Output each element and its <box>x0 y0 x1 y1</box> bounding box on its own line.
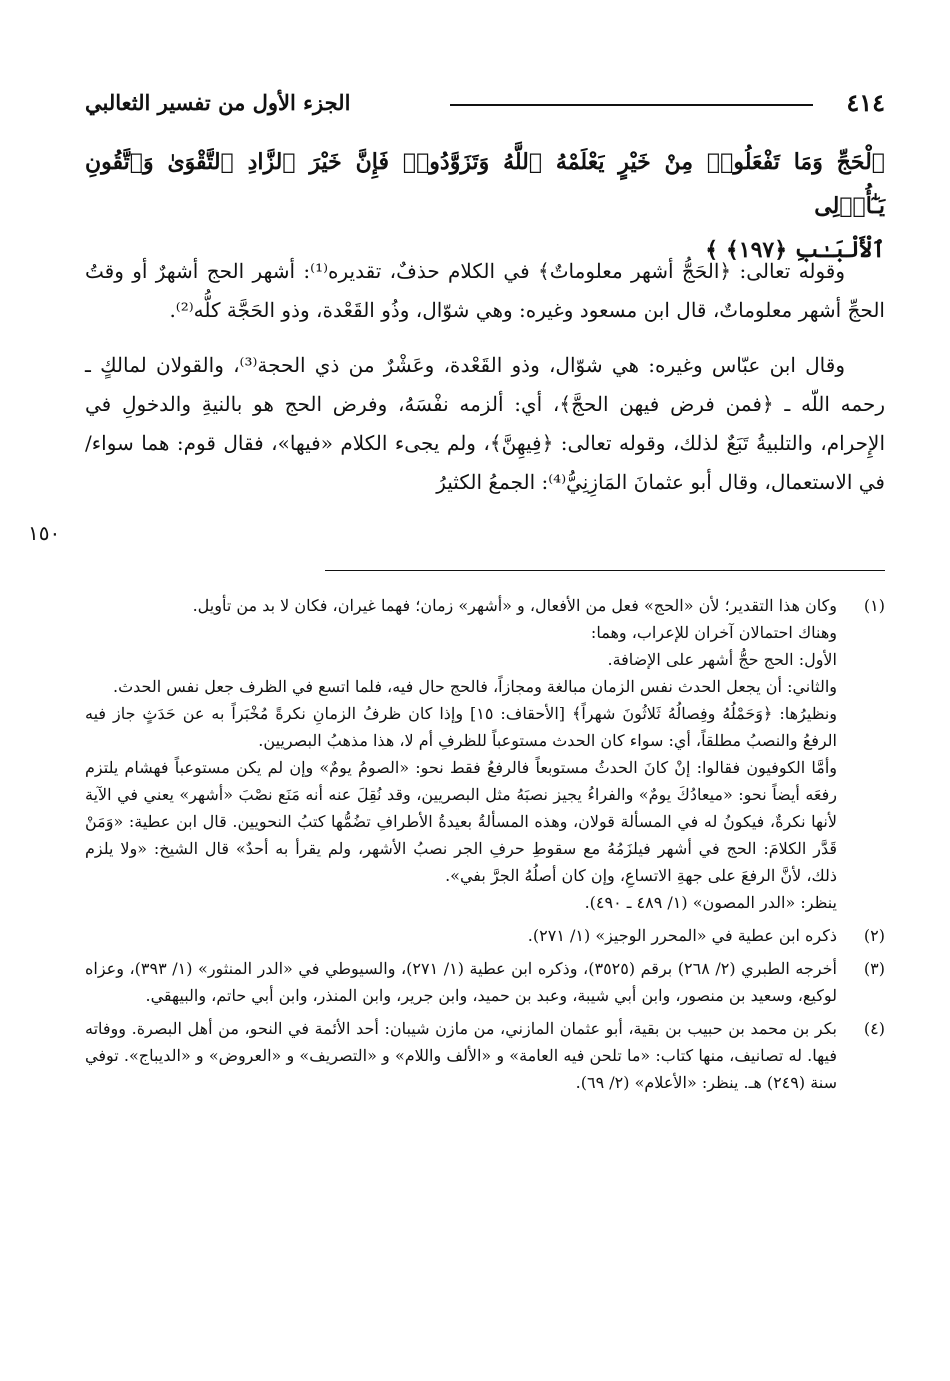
footnote-line: والثاني: أن يجعل الحدث نفس الزمان مبالغة ومجازاً، فالحج حال فيه، فلما اتسع في الظرف جعل نفس الحدث. <box>112 677 837 696</box>
paragraph-text: وقال ابن عبّاس وغيره: هي شوّال، وذو القَعْدة، وعَشْرٌ من ذي الحجة⁽³⁾، والقولان لمالكٍ ـ رحمه اللّه ـ ﴿فمن فرض فيهن الحجَّ﴾، أي: ألزمه نفْسَهُ، وفرض الحج هو بالنيةِ والدخولِ في الإِحرام، والتلبيةُ تَبَعٌ لذلك، وقوله تعالى: ﴿فِيهِنَّ﴾، ولم يجىء الكلام «فيها»، فقال قوم: هما سواء/ في الاستعمال، وقال أبو عثمانَ المَازِنِيُّ⁽⁴⁾: الجمعُ الكثيرُ <box>85 353 885 494</box>
footnote-number: (٤) <box>863 1019 885 1038</box>
footnote-line: ونظيرُها: ﴿وَحَمْلُهُ وفِصالُهُ ثَلاثُونَ شهراً﴾ [الأحقاف: ١٥] وإذا كان ظرفُ الزمانِ نكرةً مُخْبَراً به عن حَدَثٍ جاز فيه الرفعُ والنصبُ مطلقاً، أي: سواء كان الحدث مستوعباً للظرفِ أم لا، هذا مذهبُ البصريين. <box>85 704 837 750</box>
footnote-body: بكر بن محمد بن حبيب بن بقية، أبو عثمان المازني، من مازن شيبان: أحد الأئمة في النحو، من أهل البصرة. ووفاته فيها. له تصانيف، منها كتاب: «ما تلحن فيه العامة» و «الألف واللام» و «التصريف» و «العروض» و «الديباج». توفي سنة (٢٤٩) هـ. ينظر: «الأعلام» (٢/ ٦٩). <box>85 1019 838 1092</box>
footnote-line: ينظر: «الدر المصون» (١/ ٤٨٩ ـ ٤٩٠). <box>584 893 837 912</box>
margin-folio-reference: ١٥٠ <box>28 521 61 545</box>
footnote-line: وكان هذا التقدير؛ لأن «الحج» فعل من الأفعال، و «أشهر» زمان؛ فهما غيران، فكان لا بد من تأويل. <box>192 596 837 615</box>
footnote-body <box>85 592 837 916</box>
page-header <box>85 82 885 122</box>
footnote-number: (١) <box>863 596 885 615</box>
footnote-4 <box>85 1015 885 1096</box>
page-number: ٤١٤ <box>846 88 885 117</box>
verse-line-1: ٱلْحَجِّ وَمَا تَفْعَلُوا۟ مِنْ خَيْرٍ يَعْلَمْهُ ٱللَّهُ وَتَزَوَّدُوا۟ فَإِنَّ خَيْرَ ٱلزَّادِ ٱلتَّقْوَىٰ وَٱتَّقُونِ يَـٰٓأُو۟لِى <box>85 149 885 219</box>
footnote-2 <box>85 922 885 949</box>
footnote-number: (٣) <box>863 959 885 978</box>
footnote-body: ذكره ابن عطية في «المحرر الوجيز» (١/ ٢٧١). <box>527 926 837 945</box>
paragraph <box>85 252 885 330</box>
paragraph <box>85 346 885 502</box>
footnote-body: أخرجه الطبري (٢/ ٢٦٨) برقم (٣٥٢٥)، وذكره ابن عطية (١/ ٢٧١)، والسيوطي في «الدر المنثور» (١/ ٣٩٣)، وعزاه لوكيع، وسعيد بن منصور، وابن أبي شيبة، وعبد بن حميد، وابن جرير، وابن المنذر، وابن أبي حاتم، والبيهقي. <box>85 959 837 1005</box>
footnote-line: وأمَّا الكوفيون فقالوا: إنْ كانَ الحدثُ مستوبعاً فالرفعُ فقط نحو: «الصومُ يومٌ» وإن لم يكن مستوعباً فهشام يلتزم رفعَه أيضاً نحو: «ميعادُكَ يومٌ» والفراءُ يجيز نصبَهُ مثل البصريين، وقد نُقِلَ عنه أنه مَنَع نصْبَ «أشهر» يعني في الآية لأنها نكرةٌ، فيكونُ له في المسألة قولان، وهذه المسألةُ بعيدةُ الأطرافِ تضُمُّها كتبُ النحويين. قال ابن عطية: «وَمَنْ قَدَّر الكلامَ: الحج في أشهر فيلزَمُهُ مع سقوطِ حرفِ الجر نصبُ الأشهر، ولم يقرأ به أحدٌ» قال الشيخ: «ولا يلزم ذلك، لأنَّ الرفعَ على جهةِ الاتساعِ، وإن كان أصلُهُ الجرَّ بفي». <box>85 758 837 885</box>
verse-line-2: ٱلْأَلْبَـٰبِ ﴿١٩٧﴾ ﴾ <box>705 237 885 263</box>
running-title: الجزء الأول من تفسير الثعالبي <box>85 90 351 115</box>
header-rule <box>450 104 813 106</box>
footnote-1 <box>85 592 885 916</box>
footnote-3 <box>85 955 885 1009</box>
footnote-separator <box>325 570 885 571</box>
footnote-line: وهناك احتمالان آخران للإعراب، وهما: <box>590 623 837 642</box>
footnotes <box>85 592 885 1096</box>
paragraph-text: وقوله تعالى: ﴿الحَجُّ أشهر معلوماتٌ﴾ في الكلام حذفٌ، تقديره⁽¹⁾: أشهر الحج أشهرٌ أو وقتُ الحجِّ أشهر معلوماتٌ، قال ابن مسعود وغيره: وهي شوّال، وذُو القَعْدة، وذو الحَجَّة كلُّه⁽²⁾. <box>85 259 885 322</box>
main-text <box>85 252 885 502</box>
footnote-line: الأول: الحج حجُّ أشهر على الإضافة. <box>607 650 837 669</box>
footnote-number: (٢) <box>863 926 885 945</box>
